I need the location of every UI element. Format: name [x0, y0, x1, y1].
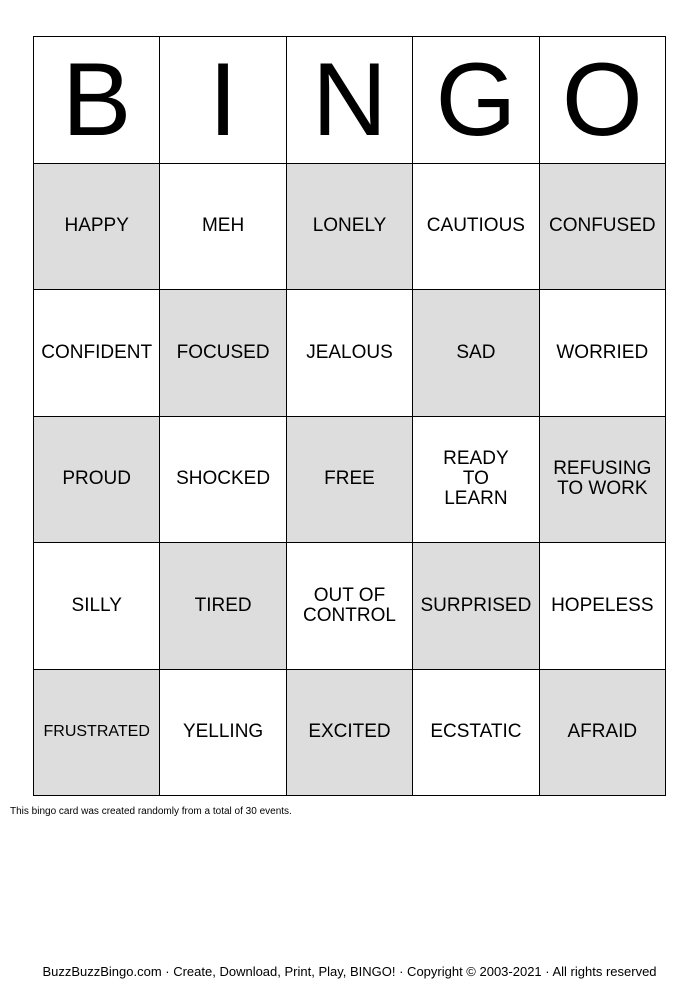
bingo-cell: CONFIDENT — [34, 290, 160, 417]
bingo-cell: FOCUSED — [160, 290, 286, 417]
bingo-card — [33, 36, 666, 796]
bingo-cell-free: FREE — [287, 417, 413, 544]
bingo-cell: MEH — [160, 164, 286, 291]
header-letter-b: B — [34, 37, 160, 164]
header-letter-i: I — [160, 37, 286, 164]
bingo-cell: AFRAID — [540, 670, 666, 797]
bingo-cell: TIRED — [160, 543, 286, 670]
bingo-cell: OUT OF CONTROL — [287, 543, 413, 670]
header-letter-o: O — [540, 37, 666, 164]
bingo-cell: JEALOUS — [287, 290, 413, 417]
bingo-cell: SAD — [413, 290, 539, 417]
bingo-cell: REFUSING TO WORK — [540, 417, 666, 544]
bingo-cell: SURPRISED — [413, 543, 539, 670]
bingo-cell: PROUD — [34, 417, 160, 544]
bingo-cell: HAPPY — [34, 164, 160, 291]
bingo-cell: ECSTATIC — [413, 670, 539, 797]
header-letter-g: G — [413, 37, 539, 164]
bingo-cell: CONFUSED — [540, 164, 666, 291]
card-note: This bingo card was created randomly from a total of 30 events. — [10, 806, 292, 817]
footer-copyright: BuzzBuzzBingo.com · Create, Download, Print, Play, BINGO! · Copyright © 2003-2021 · All rights reserved — [42, 964, 657, 979]
bingo-cell: LONELY — [287, 164, 413, 291]
bingo-cell: WORRIED — [540, 290, 666, 417]
bingo-cell: READY TO LEARN — [413, 417, 539, 544]
bingo-cell: SHOCKED — [160, 417, 286, 544]
bingo-cell: SILLY — [34, 543, 160, 670]
bingo-cell: YELLING — [160, 670, 286, 797]
bingo-cell: HOPELESS — [540, 543, 666, 670]
header-letter-n: N — [287, 37, 413, 164]
bingo-cell: CAUTIOUS — [413, 164, 539, 291]
bingo-cell: FRUSTRATED — [34, 670, 160, 797]
bingo-cell: EXCITED — [287, 670, 413, 797]
